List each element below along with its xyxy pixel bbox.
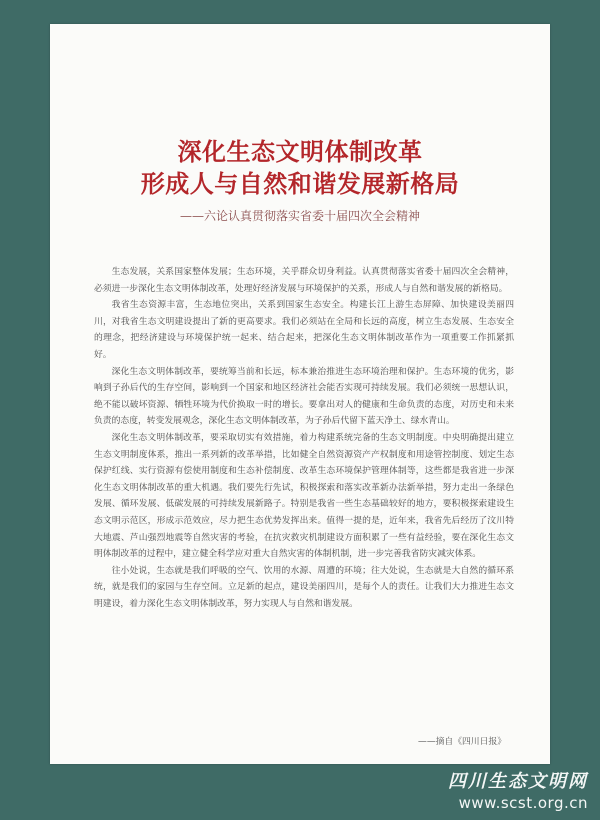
article-body [94, 264, 514, 612]
watermark-name: 四川生态文明网 [448, 771, 588, 792]
body-paragraph: 我省生态资源丰富，生态地位突出，关系到国家生态安全。构建长江上游生态屏障、加快建设美丽四川，对我省生态文明建设提出了新的更高要求。我们必须站在全局和长远的高度，树立生态发展、生态安全的理念，把经济建设与环境保护统一起来、结合起来，把深化生态文明体制改革作为一项重要工作抓紧抓好。 [94, 300, 514, 360]
body-paragraph: 深化生态文明体制改革，要统筹当前和长远，标本兼治推进生态环境治理和保护。生态环境的优劣，影响到子孙后代的生存空间，影响到一个国家和地区经济社会能否实现可持续发展。我们必须统一思想认识，绝不能以破坏资源、牺牲环境为代价换取一时的增长。要拿出对人的健康和生命负责的态度，对历史和未来负责的态度，转变发展观念，深化生态文明体制改革，为子孙后代留下蓝天净土、绿水青山。 [94, 366, 514, 427]
title-line-2: 形成人与自然和谐发展新格局 [140, 169, 460, 198]
body-paragraph: 往小处说，生态就是我们呼吸的空气、饮用的水源、周遭的环境；往大处说，生态就是大自然的循环系统，就是我们的家园与生存空间。立足新的起点，建设美丽四川，是每个人的责任。让我们大力推进生态文明建设，着力深化生态文明体制改革，努力实现人与自然和谐发展。 [94, 565, 514, 609]
body-paragraph: 深化生态文明体制改革，要采取切实有效措施，着力构建系统完备的生态文明制度。中央明确提出建立生态文明制度体系，推出一系列新的改革举措，比如健全自然资源资产产权制度和用途管控制度、划定生态保护红线、实行资源有偿使用制度和生态补偿制度、改革生态环境保护管理体制等，这些都是我省进一步深化生态文明体制改革的重大机遇。我们要先行先试，积极探索和落实改革新办法新举措，努力走出一条绿色发展、循环发展、低碳发展的可持续发展新路子。特别是我省一些生态基础较好的地方，要积极探索建设生态文明示范区，形成示范效应，尽力把生态优势发挥出来。值得一提的是，近年来，我省先后经历了汶川特大地震、芦山强烈地震等自然灾害的考验，在抗灾救灾机制建设方面积累了一些有益经验，要在深化生态文明体制改革的过程中，建立健全科学应对重大自然灾害的体制机制，进一步完善我省防灾减灾体系。 [94, 432, 514, 560]
body-paragraph: 生态发展，关系国家整体发展；生态环境，关乎群众切身利益。认真贯彻落实省委十届四次全会精神，必须进一步深化生态文明体制改革，处理好经济发展与环境保护的关系，形成人与自然和谐发展的新格局。 [94, 267, 514, 294]
watermark-url: www.scst.org.cn [458, 794, 588, 812]
page-title [50, 136, 550, 200]
site-watermark [438, 770, 588, 812]
source-attribution: ——摘自《四川日报》 [418, 737, 506, 747]
title-line-1: 深化生态文明体制改革 [177, 137, 423, 166]
subtitle: ——六论认真贯彻落实省委十届四次全会精神 [179, 209, 420, 223]
article-page [50, 24, 550, 764]
